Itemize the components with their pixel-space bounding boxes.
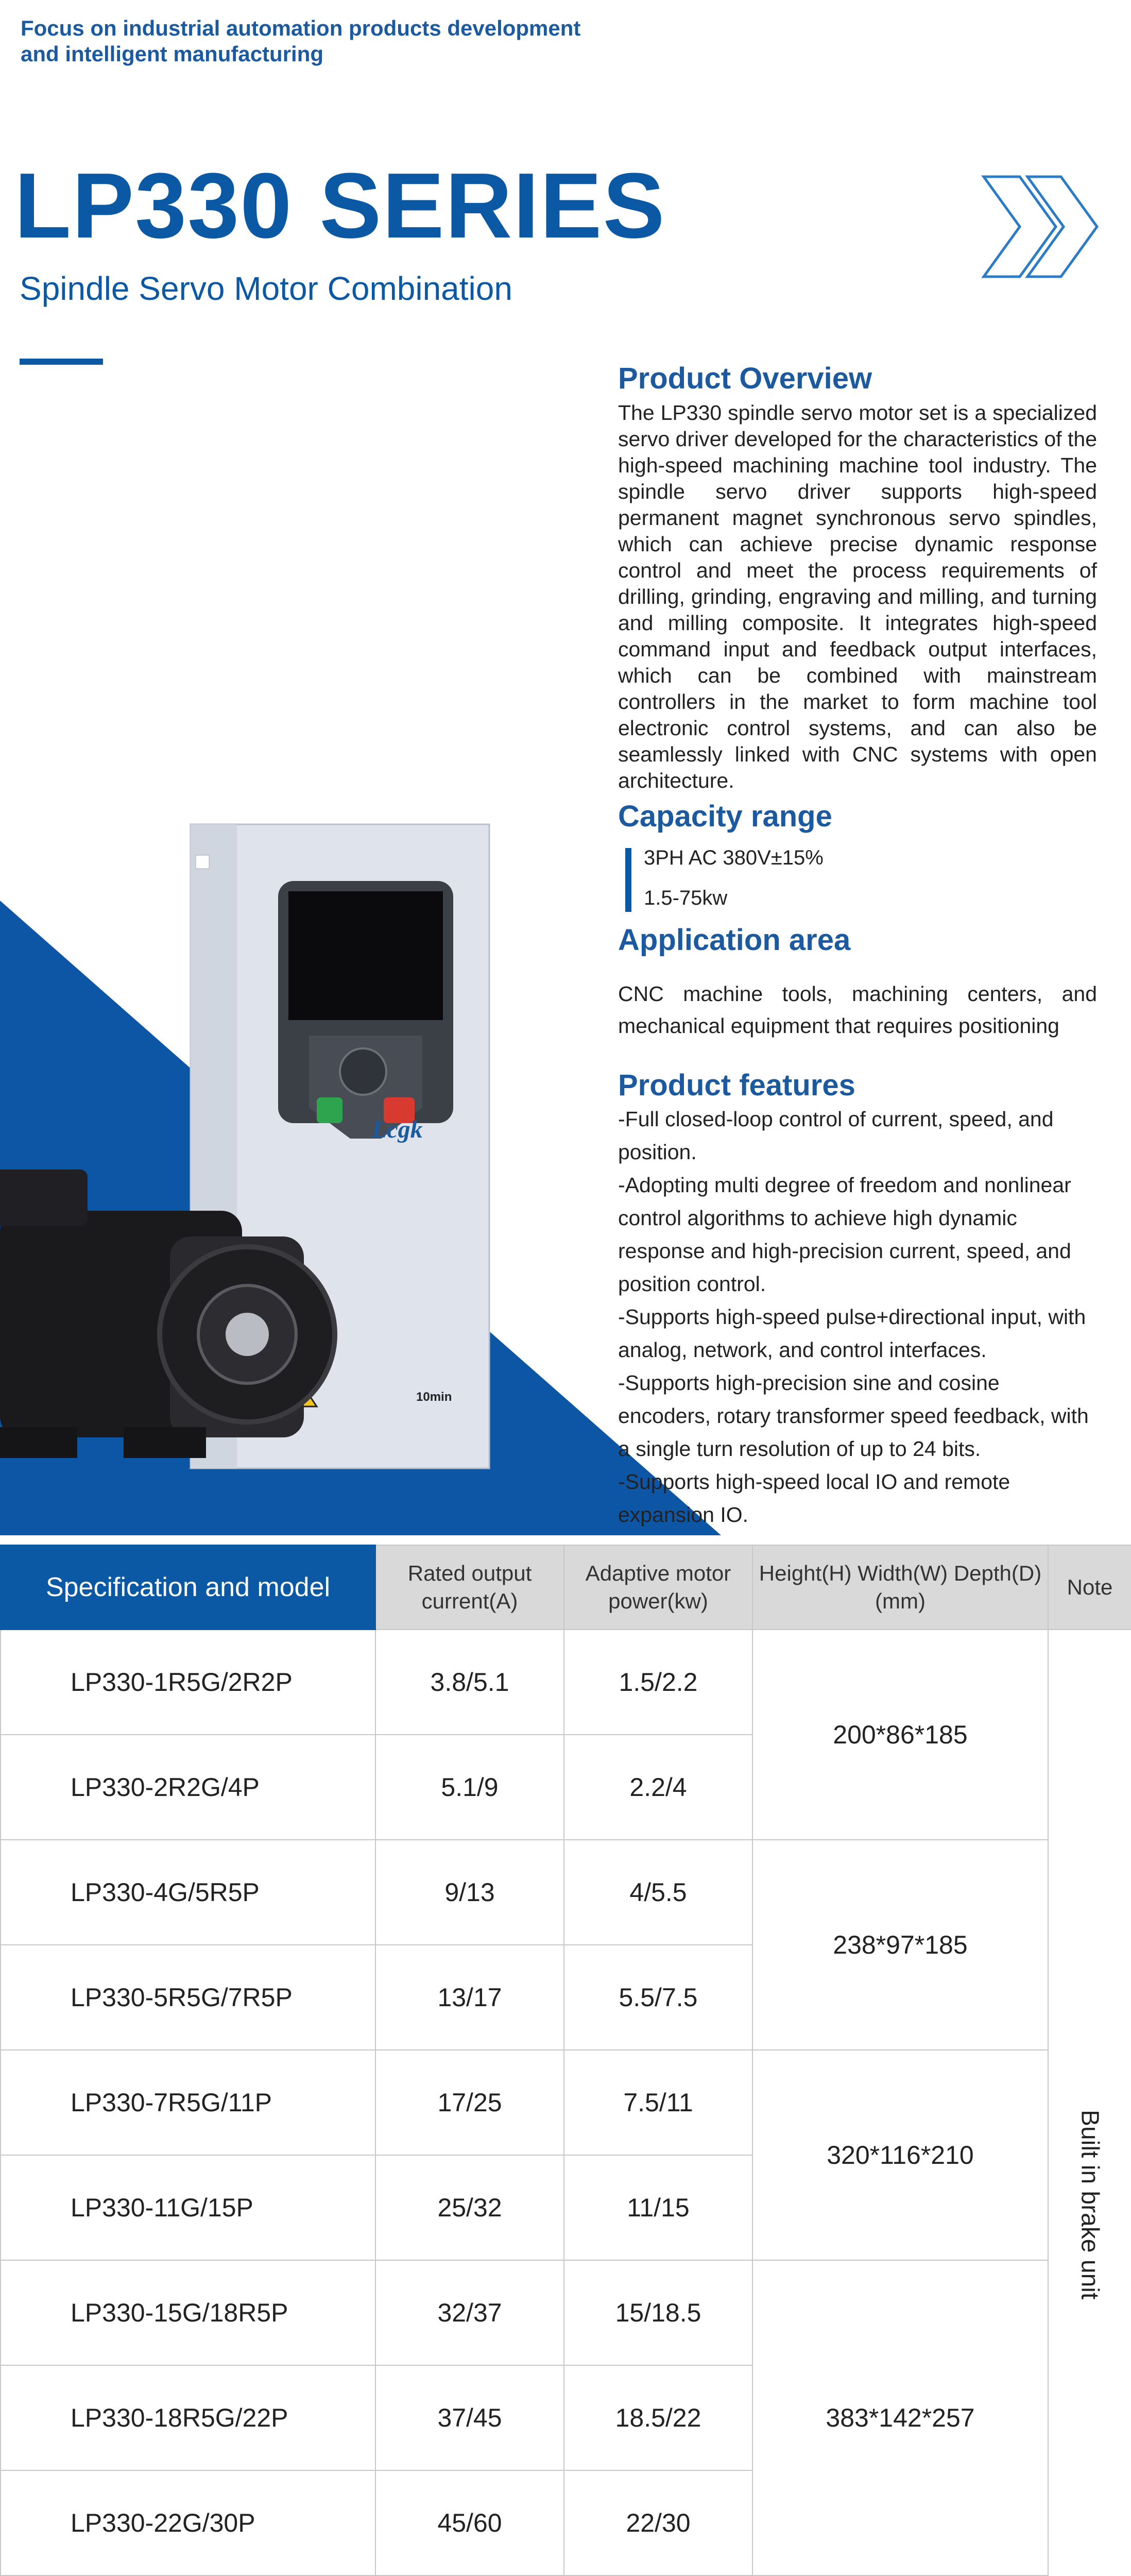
series-subtitle: Spindle Servo Motor Combination — [20, 270, 512, 307]
table-header-row — [1, 1545, 1131, 1630]
feature-item: -Adopting multi degree of freedom and nonlinear control algorithms to achieve high dynamic response and high-precision current, speed, and position control. — [618, 1173, 1071, 1296]
table-row — [1, 1840, 1131, 1945]
tagline — [21, 15, 639, 67]
header-dimensions: Height(H) Width(W) Depth(D)(mm) — [752, 1545, 1048, 1630]
cell-current: 13/17 — [375, 1945, 564, 2050]
header-model: Specification and model — [1, 1545, 375, 1630]
capacity-accent-bar — [625, 848, 631, 912]
cell-dimensions: 320*116*210 — [752, 2050, 1048, 2260]
drive-warning-time: 10min — [416, 1390, 452, 1404]
series-title: LP330 SERIES — [14, 154, 666, 258]
cell-model: LP330-15G/18R5P — [1, 2260, 375, 2365]
cell-power: 22/30 — [564, 2470, 752, 2575]
cell-model: LP330-2R2G/4P — [1, 1735, 375, 1840]
feature-item: -Full closed-loop control of current, speed, and position. — [618, 1107, 1054, 1164]
cell-power: 1.5/2.2 — [564, 1630, 752, 1735]
cell-power: 11/15 — [564, 2155, 752, 2260]
cell-dimensions: 383*142*257 — [752, 2260, 1048, 2575]
cell-power: 15/18.5 — [564, 2260, 752, 2365]
spec-table — [0, 1545, 1131, 2576]
chevron-decoration-icon — [979, 173, 1102, 281]
tagline-line-1: Focus on industrial automation products development — [21, 16, 581, 40]
cell-power: 4/5.5 — [564, 1840, 752, 1945]
note-text: Built in brake unit — [1076, 2109, 1104, 2300]
header-current: Rated output current(A) — [375, 1545, 564, 1630]
cell-model: LP330-7R5G/11P — [1, 2050, 375, 2155]
cell-power: 2.2/4 — [564, 1735, 752, 1840]
feature-item: -Supports high-precision sine and cosine encoders, rotary transformer speed feedback, with a single turn resolution of up to 24 bits. — [618, 1371, 1089, 1461]
cell-model: LP330-5R5G/7R5P — [1, 1945, 375, 2050]
cell-current: 17/25 — [375, 2050, 564, 2155]
tagline-line-2: and intelligent manufacturing — [21, 42, 324, 66]
cell-current: 5.1/9 — [375, 1735, 564, 1840]
cell-power: 18.5/22 — [564, 2365, 752, 2470]
table-row — [1, 2260, 1131, 2365]
cell-model: LP330-11G/15P — [1, 2155, 375, 2260]
cell-current: 45/60 — [375, 2470, 564, 2575]
header-power: Adaptive motor power(kw) — [564, 1545, 752, 1630]
table-row — [1, 2050, 1131, 2155]
header-note: Note — [1048, 1545, 1131, 1630]
application-text: CNC machine tools, machining centers, and mechanical equipment that requires positioning — [618, 982, 1097, 1038]
cell-power: 5.5/7.5 — [564, 1945, 752, 2050]
cell-dimensions: 238*97*185 — [752, 1840, 1048, 2050]
features-list — [618, 1103, 1097, 1531]
cell-model: LP330-18R5G/22P — [1, 2365, 375, 2470]
feature-item: -Supports high-speed pulse+directional input, with analog, network, and control interfaces. — [618, 1305, 1086, 1362]
product-illustration — [0, 819, 721, 1535]
capacity-voltage: 3PH AC 380V±15% — [644, 846, 824, 869]
application-heading: Application area — [618, 923, 851, 957]
overview-heading: Product Overview — [618, 362, 872, 395]
cell-note — [1048, 1630, 1131, 2576]
capacity-power-range: 1.5-75kw — [644, 887, 728, 909]
cell-current: 3.8/5.1 — [375, 1630, 564, 1735]
cell-current: 32/37 — [375, 2260, 564, 2365]
cell-current: 37/45 — [375, 2365, 564, 2470]
overview-text: The LP330 spindle servo motor set is a specialized servo driver developed for the characteristics of the high-speed machining machine tool industry. The spindle servo driver supports high-speed permanent magnet synchronous servo spindles, which can achieve precise dynamic response control and meet the process requirements of drilling, grinding, engraving and milling, and turning and milling composite. It integrates high-speed command input and feedback output interfaces, which can be combined with mainstream controllers in the market to form machine tool electronic control systems, and can also be seamlessly linked with CNC systems with open architecture. — [618, 401, 1097, 792]
cell-model: LP330-1R5G/2R2P — [1, 1630, 375, 1735]
title-underline — [20, 359, 103, 365]
feature-item: -Supports high-speed local IO and remote expansion IO. — [618, 1470, 1010, 1527]
drive-logo: Lcgk — [372, 1116, 423, 1143]
capacity-heading: Capacity range — [618, 800, 832, 833]
table-row — [1, 1630, 1131, 1735]
cell-dimensions: 200*86*185 — [752, 1630, 1048, 1840]
cell-model: LP330-4G/5R5P — [1, 1840, 375, 1945]
cell-current: 9/13 — [375, 1840, 564, 1945]
features-heading: Product features — [618, 1069, 855, 1102]
cell-model: LP330-22G/30P — [1, 2470, 375, 2575]
cell-current: 25/32 — [375, 2155, 564, 2260]
cell-power: 7.5/11 — [564, 2050, 752, 2155]
